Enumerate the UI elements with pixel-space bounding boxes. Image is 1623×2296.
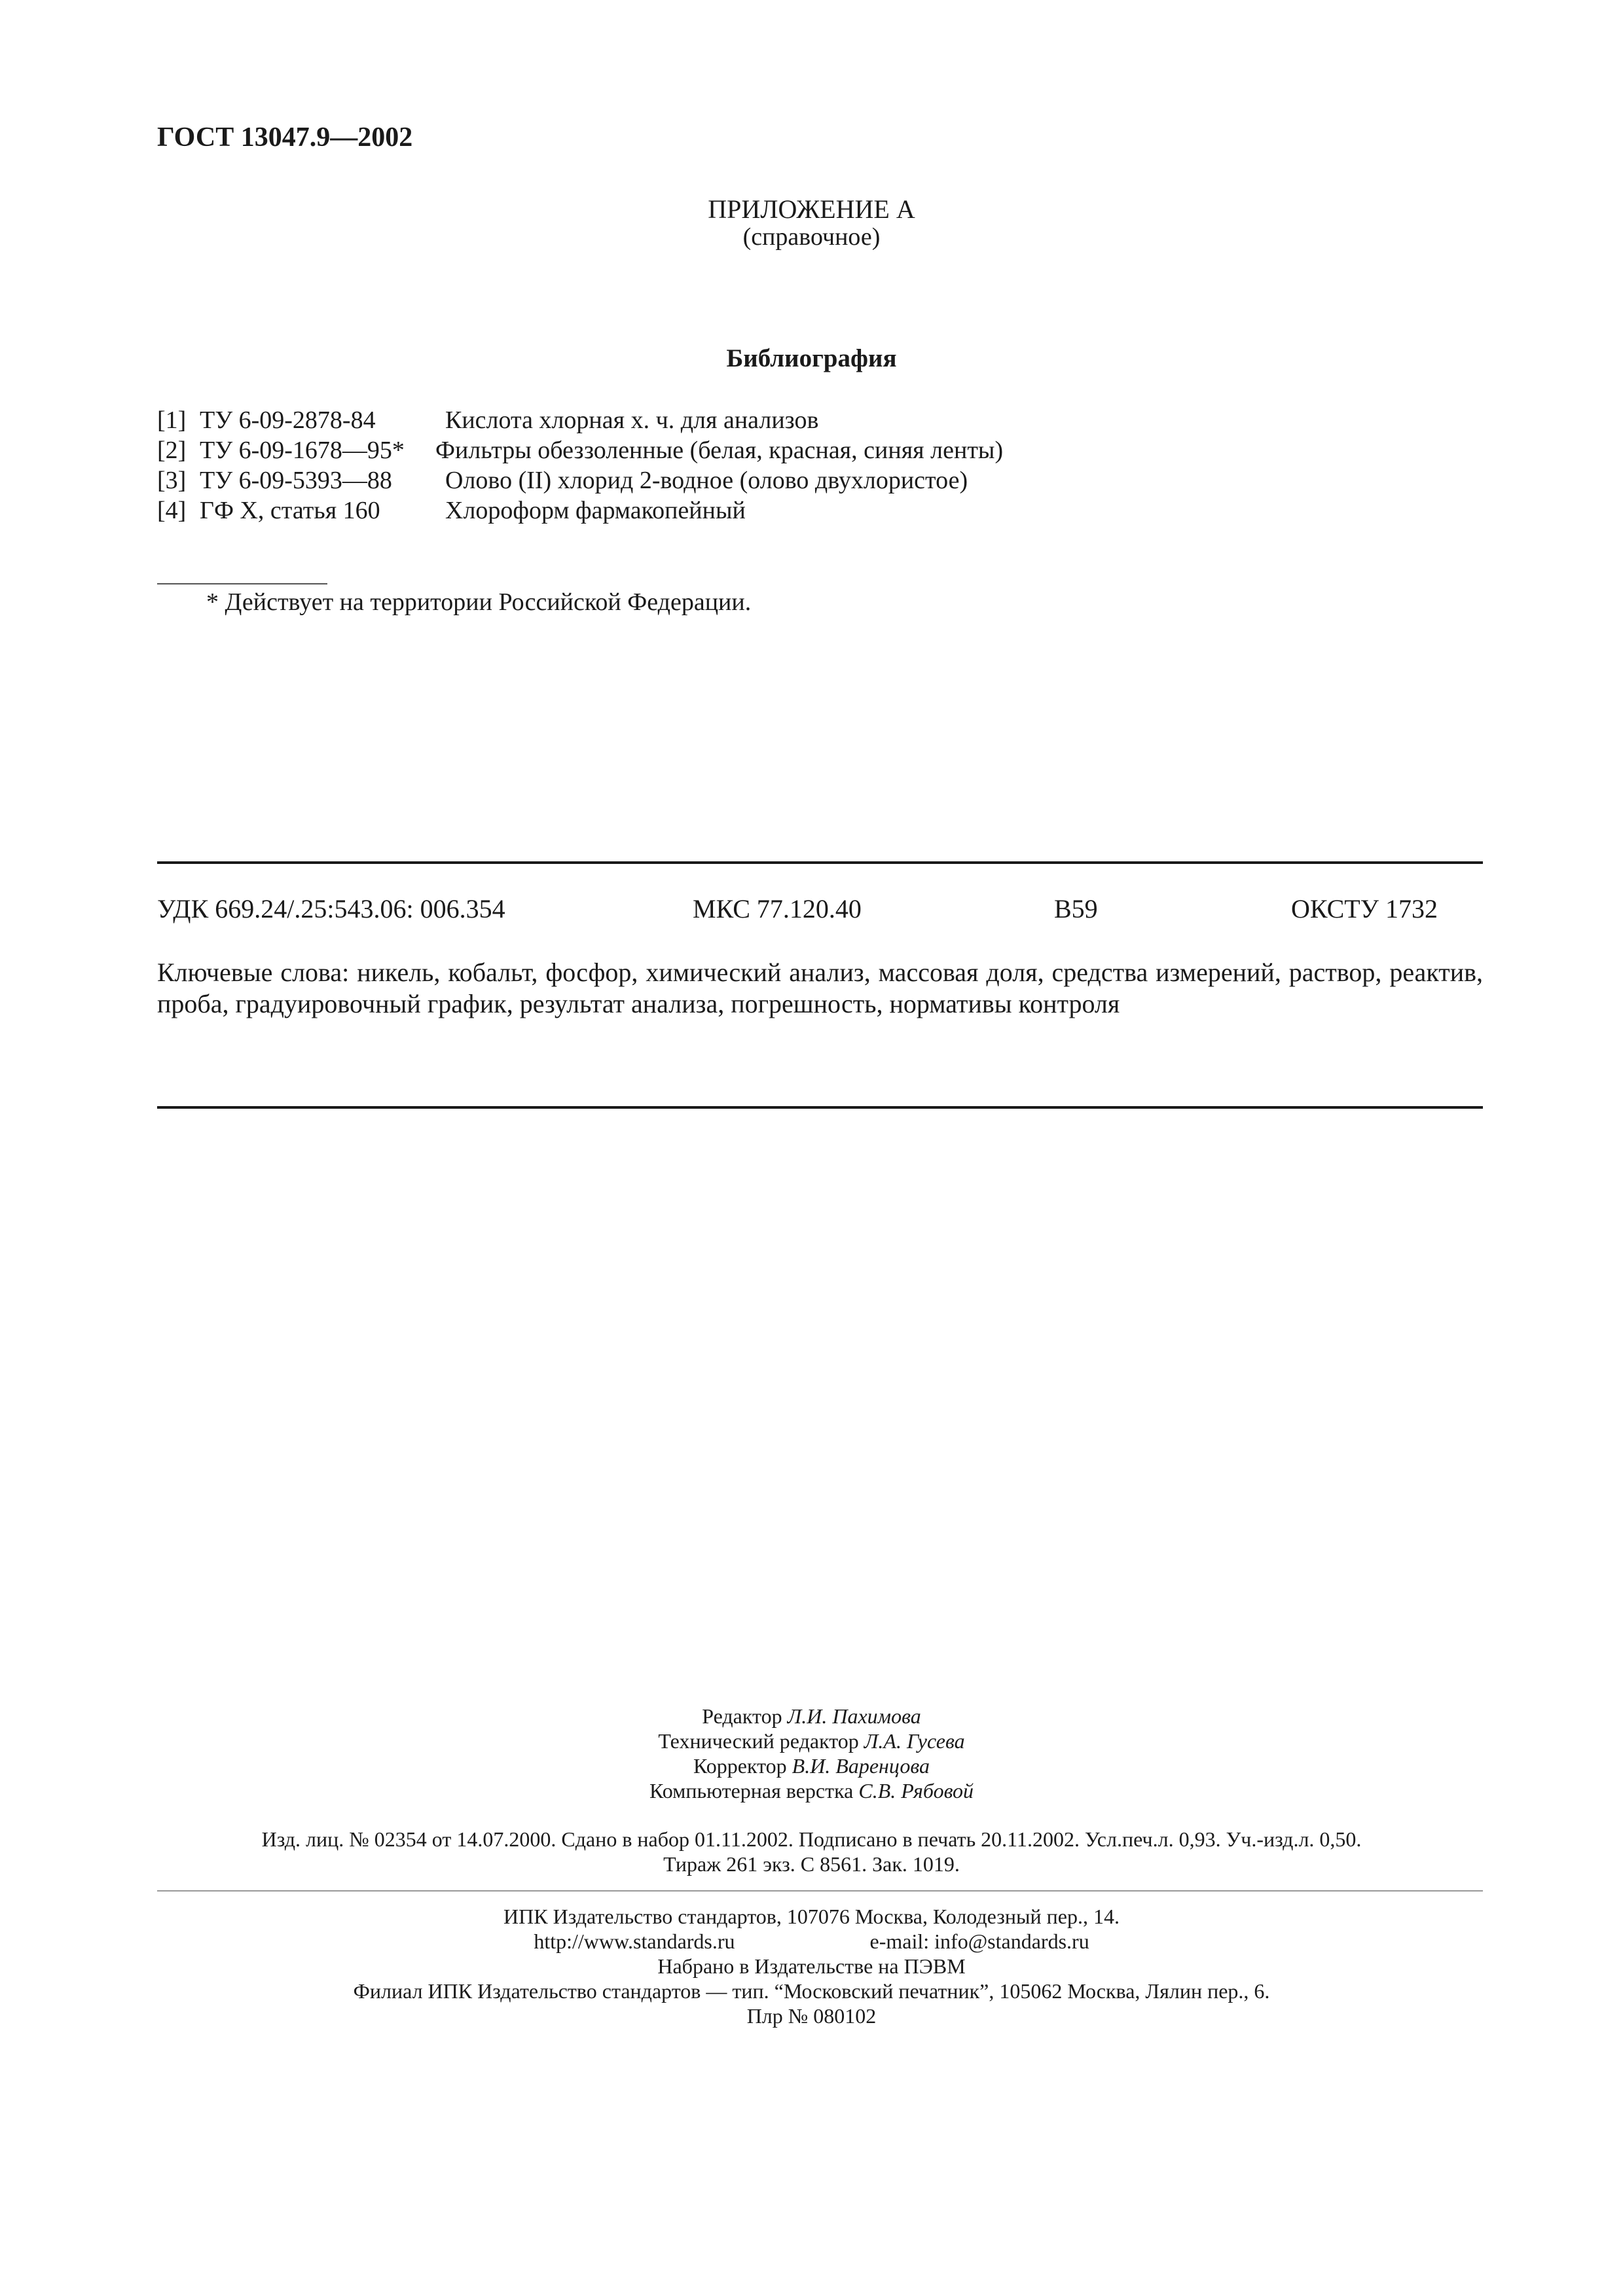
layout-name: С.В. Рябовой xyxy=(858,1779,974,1803)
corrector-name: В.И. Варенцова xyxy=(792,1754,930,1778)
website-link[interactable]: http://www.standards.ru xyxy=(534,1929,735,1953)
tech-editor-name: Л.А. Гусева xyxy=(864,1729,965,1753)
license-line: Изд. лиц. № 02354 от 14.07.2000. Сдано в набор 01.11.2002. Подписано в печать 20.11.2002. Усл.печ.л. 0,93. Уч.-изд.л. 0,50. xyxy=(261,1827,1362,1851)
bibliography-item-description: Фильтры обеззоленные (белая, красная, синяя ленты) xyxy=(435,437,1004,464)
category-code: В59 xyxy=(1054,894,1098,924)
footnote-divider xyxy=(157,583,327,584)
keywords: Ключевые слова: никель, кобальт, фосфор, химический анализ, массовая доля, средства измерений, раствор, реактив, проба, градуировочный график, результат анализа, погрешность, нормативы контроля xyxy=(157,958,1483,1018)
publisher-line: ИПК Издательство стандартов, 107076 Москва, Колодезный пер., 14. xyxy=(503,1905,1120,1928)
horizontal-rule-top xyxy=(157,861,1483,864)
appendix-subtitle: (справочное) xyxy=(742,223,881,251)
bibliography-item-reference: ТУ 6-09-1678—95* xyxy=(200,437,405,464)
standard-number-header: ГОСТ 13047.9—2002 xyxy=(157,122,413,152)
bibliography-item-reference: ТУ 6-09-5393—88 xyxy=(200,467,392,494)
horizontal-rule-bottom xyxy=(157,1106,1483,1109)
editor-name: Л.И. Пахимова xyxy=(787,1704,921,1728)
email-link[interactable]: e-mail: info@standards.ru xyxy=(869,1929,1089,1953)
mks-code: МКС 77.120.40 xyxy=(693,894,862,924)
udk-code: УДК 669.24/.25:543.06: 006.354 xyxy=(157,894,505,924)
imprint-tech-editor xyxy=(0,1729,1623,1753)
bibliography-item-reference: ТУ 6-09-2878-84 xyxy=(200,406,376,434)
editor-label: Редактор xyxy=(702,1704,782,1728)
tech-editor-label: Технический редактор xyxy=(658,1729,859,1753)
bibliography-item-number: [4] xyxy=(157,497,187,524)
bibliography-item-number: [1] xyxy=(157,406,187,434)
bibliography-item-description: Олово (II) хлорид 2-водное (олово двухлористое) xyxy=(445,467,968,494)
appendix-title: ПРИЛОЖЕНИЕ А xyxy=(708,194,915,224)
bibliography-item-number: [2] xyxy=(157,437,187,464)
bibliography-item-reference: ГФ X, статья 160 xyxy=(200,497,380,524)
imprint-divider xyxy=(157,1890,1483,1892)
branch-line: Филиал ИПК Издательство стандартов — тип. “Московский печатник”, 105062 Москва, Лялин пер., 6. xyxy=(353,1979,1270,2003)
plr-line: Плр № 080102 xyxy=(746,2004,877,2028)
typeset-line: Набрано в Издательстве на ПЭВМ xyxy=(657,1954,966,1978)
corrector-label: Корректор xyxy=(693,1754,787,1778)
bibliography-item-description: Хлороформ фармакопейный xyxy=(445,497,746,524)
layout-label: Компьютерная верстка xyxy=(649,1779,854,1803)
imprint-editor xyxy=(0,1704,1623,1729)
imprint-layout xyxy=(0,1779,1623,1803)
bibliography-item-number: [3] xyxy=(157,467,187,494)
contact-line xyxy=(0,1929,1623,1954)
okstu-code: ОКСТУ 1732 xyxy=(1291,894,1438,924)
bibliography-title: Библиография xyxy=(726,344,897,372)
print-run-line: Тираж 261 экз. С 8561. Зак. 1019. xyxy=(663,1852,960,1876)
footnote: * Действует на территории Российской Федерации. xyxy=(206,588,752,616)
imprint-corrector xyxy=(0,1754,1623,1778)
bibliography-item-description: Кислота хлорная х. ч. для анализов xyxy=(445,406,819,434)
